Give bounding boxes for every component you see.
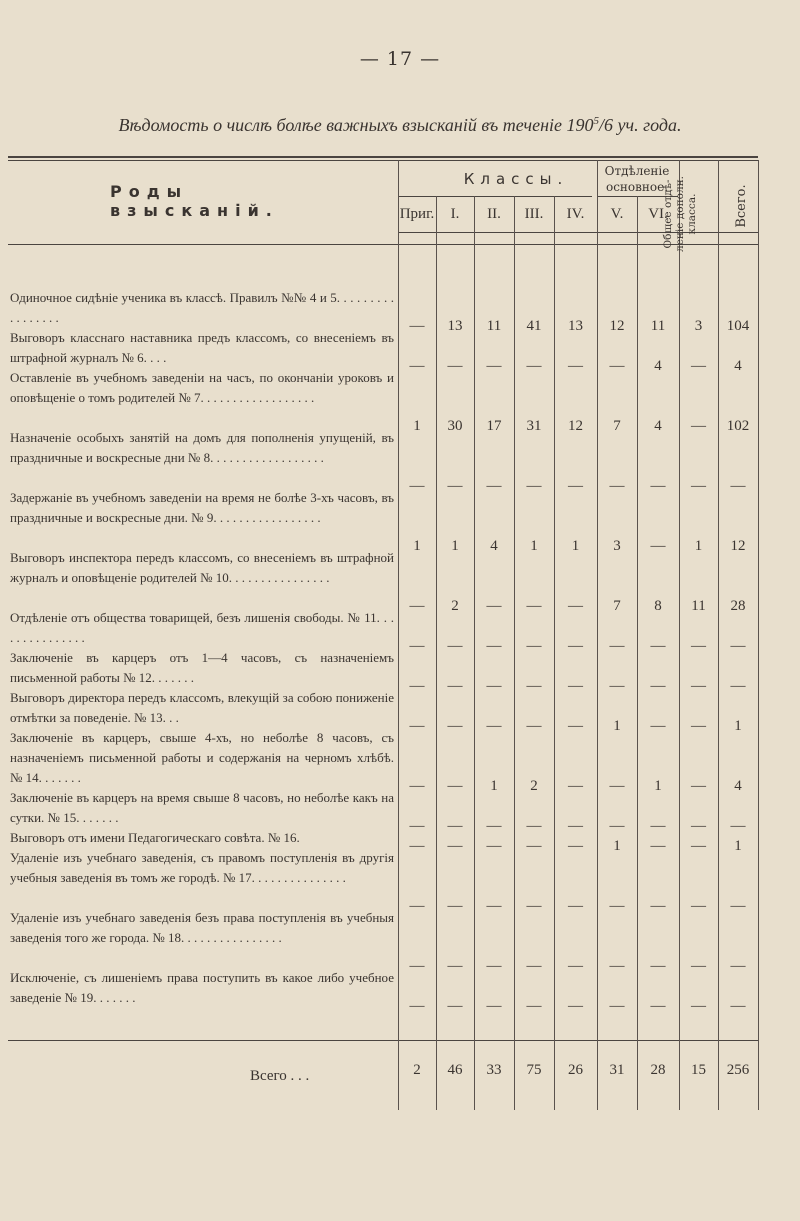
column-header: Приг. xyxy=(399,206,435,222)
column-rule xyxy=(758,196,759,1110)
table-cell: — xyxy=(568,838,583,854)
table-cell: — xyxy=(568,898,583,914)
table-cell: — xyxy=(409,358,425,374)
table-cell: 1 xyxy=(530,538,538,554)
table-cell: 1 xyxy=(571,538,580,554)
table-cell: 12 xyxy=(730,538,746,554)
table-cell: — xyxy=(691,718,706,734)
table-cell: — xyxy=(526,358,542,374)
table-cell: — xyxy=(409,718,425,734)
table-cell: — xyxy=(447,998,463,1014)
totals-label: Всего . . . xyxy=(250,1068,310,1084)
total-cell: 15 xyxy=(691,1062,706,1078)
rule-line xyxy=(398,196,592,197)
table-cell: — xyxy=(486,718,502,734)
total-cell: 75 xyxy=(526,1062,542,1078)
table-cell: — xyxy=(568,958,583,974)
column-rule xyxy=(718,160,719,196)
table-cell: — xyxy=(409,958,425,974)
table-cell: — xyxy=(409,898,425,914)
table-cell: — xyxy=(650,998,666,1014)
table-cell: — xyxy=(691,478,706,494)
table-cell: 31 xyxy=(526,418,542,434)
table-cell: — xyxy=(691,418,706,434)
table-cell: — xyxy=(609,478,625,494)
row-label: Исключеніе, съ лишеніемъ права поступить въ какое либо учебное заведеніе № 19. . . . . . . xyxy=(10,970,394,1005)
table-cell: 1 xyxy=(613,718,621,734)
table-cell: — xyxy=(447,718,463,734)
table-cell: 13 xyxy=(568,318,583,334)
table-cell: — xyxy=(691,358,706,374)
table-cell: 7 xyxy=(613,418,621,434)
table-cell: 1 xyxy=(490,778,498,794)
table-cell: 11 xyxy=(691,598,706,614)
total-cell: 28 xyxy=(650,1062,666,1078)
row-label: Оставленіе въ учебномъ заведеніи на часъ, по окончаніи уроковъ и оповѣщеніе о томъ родителей № 7. . . . . . . . . . . . . . . . . . xyxy=(10,370,394,405)
table-cell: — xyxy=(447,638,463,654)
table-cell: — xyxy=(486,998,502,1014)
column-header: VI. xyxy=(648,206,668,222)
table-cell: — xyxy=(447,358,463,374)
table-cell: 17 xyxy=(486,418,502,434)
table-cell: — xyxy=(568,818,583,834)
table-cell: 11 xyxy=(650,318,666,334)
table-cell: 2 xyxy=(530,778,538,794)
table-cell: — xyxy=(526,998,542,1014)
table-cell: 4 xyxy=(490,538,498,554)
total-cell: 2 xyxy=(413,1062,421,1078)
table-cell: — xyxy=(609,678,625,694)
page-number: — 17 — xyxy=(359,48,441,70)
total-cell: 31 xyxy=(609,1062,625,1078)
table-cell: 2 xyxy=(451,598,459,614)
table-cell: — xyxy=(691,998,706,1014)
total-cell: 33 xyxy=(486,1062,502,1078)
row-label: Удаленіе изъ учебнаго заведенія безъ права поступленія въ учебныя заведенія того же города. № 18. . . . . . . . . . . . . . . . xyxy=(10,910,394,945)
table-cell: — xyxy=(691,958,706,974)
table-cell: — xyxy=(409,318,425,334)
table-cell: — xyxy=(526,598,542,614)
total-cell: 46 xyxy=(447,1062,463,1078)
table-cell: — xyxy=(730,478,746,494)
table-cell: — xyxy=(486,838,502,854)
header-department: Отдѣленіе основное. xyxy=(604,164,670,194)
table-cell: — xyxy=(409,838,425,854)
table-cell: 28 xyxy=(730,598,746,614)
row-label: Удаленіе изъ учебнаго заведенія, съ правомъ поступленія въ другія учебныя заведенія въ томъ же городѣ. № 17. . . . . . . . . . . . . . . xyxy=(10,850,394,885)
table-cell: — xyxy=(447,778,463,794)
table-cell: — xyxy=(486,898,502,914)
column-rule xyxy=(398,160,399,196)
table-cell: 4 xyxy=(654,358,662,374)
table-cell: — xyxy=(526,718,542,734)
table-cell: 1 xyxy=(694,538,703,554)
table-cell: — xyxy=(409,598,425,614)
table-cell: — xyxy=(568,778,583,794)
rule-line xyxy=(8,160,758,161)
column-header: III. xyxy=(524,206,544,222)
column-header: I. xyxy=(450,206,460,222)
header-general-dept: Общее отдѣ- леніе дополн. класса. xyxy=(662,176,698,252)
table-cell: — xyxy=(568,998,583,1014)
table-cell: — xyxy=(568,478,583,494)
header-total: Всего. xyxy=(734,184,749,228)
table-cell: — xyxy=(409,678,425,694)
table-cell: 1 xyxy=(654,778,662,794)
table-cell: 1 xyxy=(451,538,459,554)
rule-line xyxy=(398,232,758,233)
table-cell: 8 xyxy=(654,598,662,614)
title-tail: /6 уч. года. xyxy=(599,115,682,135)
table-cell: 13 xyxy=(447,318,463,334)
row-label: Заключеніе въ карцеръ, свыше 4-хъ, но неболѣе 8 часовъ, съ назначеніемъ письменной работы и содержанія на черномъ хлѣбѣ. № 14. . . . . . . xyxy=(10,730,394,785)
table-cell: — xyxy=(609,998,625,1014)
table-cell: — xyxy=(447,898,463,914)
table-cell: — xyxy=(730,998,746,1014)
rule-line xyxy=(8,156,758,158)
table-cell: — xyxy=(568,638,583,654)
table-cell: — xyxy=(409,638,425,654)
table-cell: — xyxy=(650,898,666,914)
table-cell: — xyxy=(730,638,746,654)
rule-line xyxy=(8,244,758,245)
table-cell: 4 xyxy=(654,418,662,434)
table-cell: — xyxy=(409,998,425,1014)
table-cell: 41 xyxy=(526,318,542,334)
table-cell: — xyxy=(526,958,542,974)
table-cell: — xyxy=(730,958,746,974)
total-cell: 26 xyxy=(568,1062,583,1078)
table-cell: 1 xyxy=(734,718,742,734)
row-label: Заключеніе въ карцеръ на время свыше 8 часовъ, но неболѣе какъ на сутки. № 15. . . . . . . xyxy=(10,790,394,825)
table-cell: — xyxy=(730,898,746,914)
table-cell: — xyxy=(447,818,463,834)
table-cell: — xyxy=(609,778,625,794)
table-cell: — xyxy=(730,678,746,694)
column-rule xyxy=(758,160,759,196)
table-cell: — xyxy=(486,818,502,834)
table-cell: — xyxy=(447,678,463,694)
total-cell: 256 xyxy=(726,1062,750,1078)
table-cell: 12 xyxy=(609,318,625,334)
table-cell: — xyxy=(609,818,625,834)
table-cell: — xyxy=(609,638,625,654)
title-main: Вѣдомость о числѣ болѣе важныхъ взысканій въ теченіе 190 xyxy=(118,115,594,135)
header-classes: Классы. xyxy=(463,170,569,188)
table-cell: — xyxy=(609,958,625,974)
table-cell: — xyxy=(526,818,542,834)
row-label: Заключеніе въ карцеръ отъ 1—4 часовъ, съ назначеніемъ письменной работы № 12. . . . . . . xyxy=(10,650,394,685)
table-cell: — xyxy=(526,678,542,694)
table-cell: — xyxy=(609,358,625,374)
row-label: Задержаніе въ учебномъ заведеніи на время не болѣе 3-хъ часовъ, въ праздничные и воскресные дни. № 9. . . . . . . . . . . . . . . . . xyxy=(10,490,394,525)
row-label: Одиночное сидѣніе ученика въ классѣ. Правилъ №№ 4 и 5. . . . . . . . . . . . . . . . . xyxy=(10,290,394,325)
table-cell: 1 xyxy=(413,538,421,554)
table-cell: — xyxy=(486,678,502,694)
table-cell: — xyxy=(691,678,706,694)
table-cell: 4 xyxy=(734,778,742,794)
row-label: Выговоръ класснаго наставника предъ классомъ, со внесеніемъ въ штрафной журналъ № 6. . . . xyxy=(10,330,394,365)
table-cell: 3 xyxy=(694,318,703,334)
rule-line xyxy=(8,1040,758,1041)
table-cell: — xyxy=(409,478,425,494)
table-cell: 1 xyxy=(613,838,621,854)
table-cell: — xyxy=(568,358,583,374)
table-cell: — xyxy=(691,898,706,914)
table-cell: — xyxy=(691,818,706,834)
table-cell: — xyxy=(650,718,666,734)
row-label: Выговоръ директора передъ классомъ, влекущій за собою пониженіе отмѣтки за поведеніе. № 13. . . xyxy=(10,690,394,725)
table-cell: — xyxy=(447,478,463,494)
table-cell: 102 xyxy=(726,418,750,434)
table-cell: — xyxy=(568,678,583,694)
row-label: Выговоръ инспектора передъ классомъ, со внесеніемъ въ штрафной журналъ и оповѣщеніе родителей № 10. . . . . . . . . . . . . . . . xyxy=(10,550,394,585)
table-cell: — xyxy=(447,838,463,854)
table-cell: — xyxy=(526,898,542,914)
table-cell: 1 xyxy=(734,838,742,854)
table-cell: 12 xyxy=(568,418,583,434)
table-cell: 4 xyxy=(734,358,742,374)
table-cell: 1 xyxy=(413,418,421,434)
table-cell: 11 xyxy=(486,318,502,334)
header-kinds: Роды взысканій. xyxy=(110,182,279,220)
table-cell: 3 xyxy=(613,538,621,554)
table-cell: — xyxy=(691,778,706,794)
row-label: Назначеніе особыхъ занятій на домъ для пополненія упущеній, въ праздничные и воскресные дни № 8. . . . . . . . . . . . . . . . . . xyxy=(10,430,394,465)
table-cell: — xyxy=(447,958,463,974)
table-cell: 30 xyxy=(447,418,463,434)
table-cell: 7 xyxy=(613,598,621,614)
table-cell: — xyxy=(609,898,625,914)
table-cell: — xyxy=(650,478,666,494)
table-cell: — xyxy=(486,478,502,494)
table-cell: — xyxy=(526,478,542,494)
table-cell: — xyxy=(409,818,425,834)
table-cell: — xyxy=(650,838,666,854)
table-cell: — xyxy=(486,358,502,374)
table-cell: — xyxy=(526,638,542,654)
table-cell: — xyxy=(486,958,502,974)
column-header: II. xyxy=(487,206,501,222)
table-cell: — xyxy=(409,778,425,794)
table-cell: — xyxy=(650,538,666,554)
title-superscript: 5 xyxy=(593,115,600,127)
column-header: V. xyxy=(610,206,624,222)
table-cell: — xyxy=(650,678,666,694)
table-cell: 104 xyxy=(726,318,750,334)
table-cell: — xyxy=(650,958,666,974)
row-label: Выговоръ отъ имени Педагогическаго совѣта. № 16. xyxy=(10,830,300,845)
table-cell: — xyxy=(691,638,706,654)
table-cell: — xyxy=(730,818,746,834)
table-cell: — xyxy=(568,598,583,614)
table-cell: — xyxy=(650,818,666,834)
table-cell: — xyxy=(486,598,502,614)
table-cell: — xyxy=(568,718,583,734)
table-cell: — xyxy=(486,638,502,654)
row-label: Отдѣленіе отъ общества товарищей, безъ лишенія свободы. № 11. . . . . . . . . . . . . . . xyxy=(10,610,394,645)
table-cell: — xyxy=(650,638,666,654)
table-cell: — xyxy=(526,838,542,854)
column-header: IV. xyxy=(566,206,585,222)
table-cell: — xyxy=(691,838,706,854)
